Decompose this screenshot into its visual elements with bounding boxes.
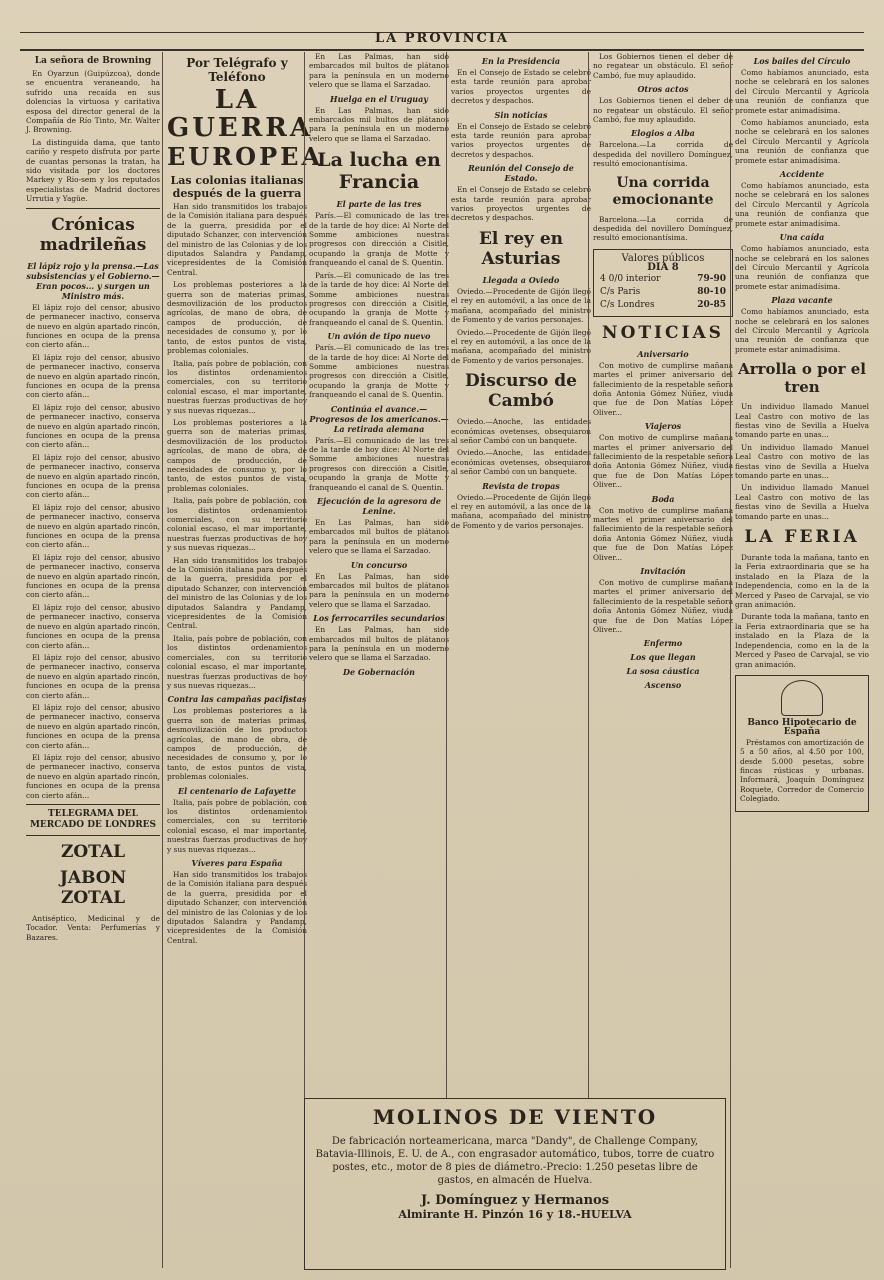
article-paragraph: Los Gobiernos tienen el deber de no regatear un obstáculo. El señor Cambó, fue muy aplaudido. xyxy=(593,96,733,125)
article-subtitle: Los ferrocarriles secundarios xyxy=(313,613,445,624)
article-subtitle: Los bailes del Círculo xyxy=(753,56,851,66)
article-paragraph: En el Consejo de Estado se celebró esta tarde reunión para aprobar varios proyectos urgentes de decretos y despachos. xyxy=(451,68,591,106)
section-header: Por Telégrafo y Teléfono xyxy=(186,56,288,84)
article-paragraph: Han sido transmitidos los trabajos de la Comisión italiana para después de la guerra, presidida por el diputado Schanzer, con intervención del ministro de las Colonias y de los diputados Salandra y Pandamp, vicepresidentes de la Comisión Central. xyxy=(167,555,307,631)
feria-title: LA FERIA xyxy=(744,527,860,548)
article-paragraph: La distinguida dama, que tanto cariño y respeto disfruta por parte de cuantas personas la tratan, ha sido visitada por los doctores Markey y Rio-sem y los reputados especialistas de Madrid doctores Urrutia y Yagüe. xyxy=(26,137,160,204)
values-row xyxy=(598,286,728,299)
article-paragraph: Oviedo.—Procedente de Gijón llegó el rey en automóvil, a las once de la mañana, acompañado del ministro de Fomento y de varios personajes. xyxy=(451,492,591,530)
article-paragraph: París.—El comunicado de las tres de la tarde de hoy dice: Al Norte del Somme ambiciones nuestras progresos con dirección a Cisitle, ocupando la granja de Motte y franqueando el canal de S. Quentin. xyxy=(309,270,449,327)
article-paragraph: Han sido transmitidos los trabajos de la Comisión italiana para después de la guerra, presidida por el diputado Schanzer, con intervención del ministro de las Colonias y de los diputados Salandra y Pandamp, vicepresidentes de la Comisión Central. xyxy=(167,202,307,277)
article-paragraph: Italia, país pobre de población, con los distintos ordenamientos comerciales, con su territorio colonial escaso, el mar importante, nuestras fuerzas productivas de hoy y sus nuevas riquezas... xyxy=(167,633,307,690)
divider xyxy=(26,208,160,209)
article-paragraph: Italia, país pobre de población, con los distintos ordenamientos comerciales, con su territorio colonial escaso, el mar importante, nuestras fuerzas productivas de hoy y sus nuevas riquezas... xyxy=(167,358,307,415)
article-subtitle: Revista de tropas xyxy=(482,480,560,491)
column-2 xyxy=(162,52,324,1268)
value-number: 20-85 xyxy=(697,299,726,310)
article-subtitle: Enfermo xyxy=(643,638,683,649)
article-subtitle: Continúa el avance.—Progresos de los americanos.—La retirada alemana xyxy=(309,403,449,434)
article-subtitle: Huelga en el Uruguay xyxy=(330,93,428,104)
article-paragraph: Un individuo llamado Manuel Leal Castro con motivo de las fiestas vino de Sevilla a Huelva tomando parte en unas... xyxy=(735,442,869,480)
article-paragraph: El lápiz rojo del censor, abusivo de permanecer inactivo, conserva de nuevo en algún apartado rincón, funciones en ocupa de la prensa con cierto afán... xyxy=(26,652,160,700)
ad-body: De fabricación norteamericana, marca "Dandy", de Challenge Company, Batavia-Illinois, E. U. de A., con engrasador automático, tubos, torre de cuatro postes, etc., motor de 8 pies de diámetro.-Precio: 1.250 pesetas libre de gastos, en almacén de Huelva. xyxy=(315,1136,715,1186)
article-paragraph: Barcelona.—La corrida de despedida del novillero Domínguez, resultó emocionantísima. xyxy=(593,214,733,243)
article-paragraph: Como habíamos anunciado, esta noche se celebrará en los salones del Círculo Mercantil y Agrícola una reunión de confianza que promete estar animadísima. xyxy=(735,68,869,115)
king-headline: El rey en Asturias xyxy=(478,228,564,269)
article-subtitle: Víveres para España xyxy=(191,858,283,868)
article-paragraph: El lápiz rojo del censor, abusivo de permanecer inactivo, conserva de nuevo en algún apartado rincón, funciones en ocupa de la prensa con cierto afán... xyxy=(26,552,160,600)
article-subtitle: Los que llegan xyxy=(630,652,696,663)
article-subtitle: Invitación xyxy=(640,566,686,576)
article-paragraph: Un individuo llamado Manuel Leal Castro con motivo de las fiestas vino de Sevilla a Huelva tomando parte en unas... xyxy=(735,402,869,440)
ad-address: Almirante H. Pinzón 16 y 18.-HUELVA xyxy=(398,1208,632,1221)
war-headline-2: EUROPEA xyxy=(167,142,324,171)
article-paragraph: Los problemas posteriores a la guerra son de materias primas, desmovilización de los productos agrícolas, de mano de obra, de campos de producción, de necesidades de consumo y, por lo tanto, de estos puntos de vista, problemas coloniales. xyxy=(167,706,307,782)
article-paragraph: París.—El comunicado de las tres de la tarde de hoy dice: Al Norte del Somme ambiciones nuestras progresos con dirección a Cisitle, ocupando la granja de Motte y franqueando el canal de S. Quentin. xyxy=(309,343,449,400)
article-paragraph: El lápiz rojo del censor, abusivo de permanecer inactivo, conserva de nuevo en algún apartado rincón, funciones en ocupa de la prensa con cierto afán... xyxy=(26,352,160,400)
ad-signature: J. Domínguez y Hermanos xyxy=(420,1193,610,1208)
values-title: Valores públicos xyxy=(621,252,705,264)
article-subtitle: De Gobernación xyxy=(343,666,415,677)
article-paragraph: Italia, país pobre de población, con los distintos ordenamientos comerciales, con su territorio colonial escaso, el mar importante, nuestras fuerzas productivas de hoy y sus nuevas riquezas... xyxy=(167,496,307,553)
public-values-box xyxy=(593,249,733,317)
article-subtitle: Ejecución de la agresora de Lenine. xyxy=(317,496,441,516)
article-paragraph: Los problemas posteriores a la guerra son de materias primas, desmovilización de los productos agrícolas, de mano de obra, de campos de producción, de necesidades de consumo y, por lo tanto, de estos puntos de vista, problemas coloniales. xyxy=(167,417,307,493)
article-title: La señora de Browning xyxy=(34,56,152,66)
article-paragraph: Como habíamos anunciado, esta noche se celebrará en los salones del Círculo Mercantil y Agrícola una reunión de confianza que promete estar animadísima. xyxy=(735,181,869,228)
article-paragraph: En el Consejo de Estado se celebró esta tarde reunión para aprobar varios proyectos urgentes de decretos y despachos. xyxy=(451,121,591,159)
values-row xyxy=(598,299,728,312)
article-paragraph: En Las Palmas, han sido embarcados mil bultos de plátanos para la península en un moderno velero que se llama el Sarzadao. xyxy=(309,625,449,663)
divider xyxy=(26,804,160,805)
article-paragraph: El lápiz rojo del censor, abusivo de permanecer inactivo, conserva de nuevo en algún apartado rincón, funciones en ocupa de la prensa con cierto afán... xyxy=(26,452,160,500)
article-paragraph: En Las Palmas, han sido embarcados mil bultos de plátanos para la península en un moderno velero que se llama el Sarzadao. xyxy=(309,571,449,609)
article-subtitle: Aniversario xyxy=(637,348,689,359)
column-1 xyxy=(26,52,160,1268)
article-paragraph: Oviedo.—Anoche, las entidades económicas ovetenses, obsequiaron al señor Cambó con un banquete. xyxy=(451,448,591,477)
article-paragraph: Como habíamos anunciado, esta noche se celebrará en los salones del Círculo Mercantil y Agrícola una reunión de confianza que promete estar animadísima. xyxy=(735,118,869,165)
bullfight-headline: Una corrida emocionante xyxy=(612,174,714,208)
telegram-title: TELEGRAMA DEL MERCADO DE LONDRES xyxy=(29,809,157,830)
article-paragraph: París.—El comunicado de las tres de la tarde de hoy dice: Al Norte del Somme ambiciones nuestras progresos con dirección a Cisitle, ocupando la granja de Motte y franqueando el canal de S. Quentin. xyxy=(309,435,449,492)
bank-text: Préstamos con amortización de 5 a 50 años, al 4.50 por 100, desde 5.000 pesetas, sobre fincas rústicas y urbanas. Informará, Joaquín Domínguez Roquete, Corredor de Comercio Colegiado. xyxy=(740,737,864,804)
zotal-text: Antiséptico, Medicinal y de Tocador. Venta: Perfumerías y Bazares. xyxy=(26,914,160,942)
article-paragraph: El lápiz rojo del censor, abusivo de permanecer inactivo, conserva de nuevo en algún apartado rincón, funciones en ocupa de la prensa con cierto afán... xyxy=(26,502,160,550)
zotal-title: ZOTAL xyxy=(60,842,126,862)
article-subtitle: Contra las campañas pacifistas xyxy=(167,694,307,705)
cambo-headline: Discurso de Cambó xyxy=(465,371,577,412)
bank-ad xyxy=(735,675,869,812)
article-subtitle: Sin noticias xyxy=(494,109,548,120)
masthead xyxy=(20,32,864,51)
article-subtitle: Elogios a Alba xyxy=(631,128,695,139)
article-paragraph: En Las Palmas, han sido embarcados mil bultos de plátanos para la península en un moderno velero que se llama el Sarzadao. xyxy=(309,105,449,143)
noticias-title: NOTICIAS xyxy=(602,322,724,343)
article-paragraph: Con motivo de cumplirse mañana martes el primer aniversario del fallecimiento de la respetable señora doña Antonia Gómez Núñez, viuda que fue de Don Matías López Oliver... xyxy=(593,578,733,635)
article-paragraph: Los problemas posteriores a la guerra son de materias primas, desmovilización de los productos agrícolas, de mano de obra, de campos de producción, de necesidades de consumo y, por lo tanto, de estos puntos de vista, problemas coloniales. xyxy=(167,280,307,356)
value-number: 80-10 xyxy=(697,286,726,297)
article-paragraph: Oviedo.—Procedente de Gijón llegó el rey en automóvil, a las once de la mañana, acompañado del ministro de Fomento y de varios personajes. xyxy=(451,327,591,365)
column-5 xyxy=(588,52,733,1268)
page-title: LA PROVINCIA xyxy=(375,31,509,46)
article-paragraph: Los Gobiernos tienen el deber de no regatear un obstáculo. El señor Cambó, fue muy aplaudido. xyxy=(593,52,733,80)
article-subtitle: Un concurso xyxy=(350,559,408,570)
article-subtitle: La sosa cáustica xyxy=(626,666,700,677)
value-label: C/s Londres xyxy=(600,299,655,310)
article-subtitle: Viajeros xyxy=(644,421,682,432)
column-6 xyxy=(730,52,869,1268)
article-paragraph: Oviedo.—Anoche, las entidades económicas ovetenses, obsequiaron al señor Cambó con un banquete. xyxy=(451,417,591,445)
france-headline: La lucha en Francia xyxy=(317,149,441,194)
article-subtitle: Un avión de tipo nuevo xyxy=(327,331,431,342)
article-subtitle: Accidente xyxy=(779,169,825,180)
article-paragraph: Con motivo de cumplirse mañana martes el primer aniversario del fallecimiento de la respetable señora doña Antonia Gómez Núñez, viuda que fue de Don Matías López Oliver... xyxy=(593,360,733,417)
section-title: Crónicas madrileñas xyxy=(39,214,147,255)
article-paragraph: En Las Palmas, han sido embarcados mil bultos de plátanos para la península en un moderno velero que se llama el Sarzadao. xyxy=(309,52,449,90)
values-day: DIA 8 xyxy=(647,262,679,274)
values-row xyxy=(598,273,728,286)
article-subtitle: Ascenso xyxy=(644,680,682,691)
article-paragraph: Durante toda la mañana, tanto en la Feria extraordinaria que se ha instalado en la Plaza de la Independencia, como en la de la Merced y Paseo de Carvajal, se vio gran animación. xyxy=(735,612,869,669)
article-paragraph: En el Consejo de Estado se celebró esta tarde reunión para aprobar varios proyectos urgentes de decretos y despachos. xyxy=(451,185,591,223)
article-subtitle: Llegada a Oviedo xyxy=(482,274,560,285)
article-paragraph: El lápiz rojo del censor, abusivo de permanecer inactivo, conserva de nuevo en algún apartado rincón, funciones en ocupa de la prensa con cierto afán... xyxy=(26,602,160,650)
windmill-ad xyxy=(304,1098,726,1270)
column-3 xyxy=(304,52,449,1268)
article-paragraph: Han sido transmitidos los trabajos de la Comisión italiana para después de la guerra, presidida por el diputado Schanzer, con intervención del ministro de las Colonias y de los diputados Salandra y Pandamp, vicepresidentes de la Comisión Central. xyxy=(167,870,307,945)
value-label: 4 0/0 interior xyxy=(600,273,661,284)
article-subtitle: En la Presidencia xyxy=(481,56,561,66)
article-paragraph: El lápiz rojo del censor, abusivo de permanecer inactivo, conserva de nuevo en algún apartado rincón, funciones en ocupa de la prensa con cierto afán... xyxy=(26,402,160,450)
article-paragraph: El lápiz rojo del censor, abusivo de permanecer inactivo, conserva de nuevo en algún apartado rincón, funciones en ocupa de la prensa con cierto afán... xyxy=(26,702,160,750)
article-paragraph: Como habíamos anunciado, esta noche se celebrará en los salones del Círculo Mercantil y Agrícola una reunión de confianza que promete estar animadísima. xyxy=(735,244,869,291)
article-title: Las colonias italianas después de la guerra xyxy=(170,174,304,200)
article-paragraph: El lápiz rojo del censor, abusivo de permanecer inactivo, conserva de nuevo en algún apartado rincón, funciones en ocupa de la prensa con cierto afán... xyxy=(26,302,160,350)
article-paragraph: Como habíamos anunciado, esta noche se celebrará en los salones del Círculo Mercantil y Agrícola una reunión de confianza que promete estar animadísima. xyxy=(735,307,869,354)
bank-title: Banco Hipotecario de España xyxy=(747,717,857,738)
article-subtitle: Plaza vacante xyxy=(771,295,833,306)
article-paragraph: El lápiz rojo del censor, abusivo de permanecer inactivo, conserva de nuevo en algún apartado rincón, funciones en ocupa de la prensa con cierto afán... xyxy=(26,752,160,800)
article-paragraph: Un individuo llamado Manuel Leal Castro con motivo de las fiestas vino de Sevilla a Huelva tomando parte en unas... xyxy=(735,483,869,521)
train-headline: Arrolla o por el tren xyxy=(738,360,866,397)
bank-emblem-icon xyxy=(781,680,823,716)
article-subtitle: Reunión del Consejo de Estado. xyxy=(468,163,574,184)
article-subtitle: El lápiz rojo y la prensa.—Las subsistencias y el Gobierno.—Eran pocos... y surgen un Ministro más. xyxy=(26,260,160,301)
article-subtitle: Boda xyxy=(651,493,675,504)
article-paragraph: Oviedo.—Procedente de Gijón llegó el rey en automóvil, a las once de la mañana, acompañado del ministro de Fomento y de varios personajes. xyxy=(451,286,591,325)
ad-title: MOLINOS DE VIENTO xyxy=(372,1105,658,1129)
article-subtitle: El parte de las tres xyxy=(336,199,422,210)
article-paragraph: En Las Palmas, han sido embarcados mil bultos de plátanos para la península en un moderno velero que se llama el Sarzadao. xyxy=(309,518,449,556)
article-paragraph: Durante toda la mañana, tanto en la Feria extraordinaria que se ha instalado en la Plaza de la Independencia, como en la de la Merced y Paseo de Carvajal, se vio gran animación. xyxy=(735,553,869,610)
article-paragraph: Barcelona.—La corrida de despedida del novillero Domínguez, resultó emocionantísima. xyxy=(593,140,733,169)
column-4 xyxy=(446,52,591,1268)
article-paragraph: Con motivo de cumplirse mañana martes el primer aniversario del fallecimiento de la respetable señora doña Antonia Gómez Núñez, viuda que fue de Don Matías López Oliver... xyxy=(593,433,733,490)
value-number: 79-90 xyxy=(697,273,726,284)
zotal-soap-title: JABON ZOTAL xyxy=(59,868,127,908)
article-paragraph: París.—El comunicado de las tres de la tarde de hoy dice: Al Norte del Somme ambiciones nuestras progresos con dirección a Cisitle, ocupando la granja de Motte y franqueando el canal de S. Quentin. xyxy=(309,211,449,268)
article-subtitle: El centenario de Lafayette xyxy=(178,785,296,796)
value-label: C/s Paris xyxy=(600,286,641,297)
article-paragraph: En Oyarzun (Guipúzcoa), donde se encuentra veraneando, ha sufrido una recaída en sus dolencias la virtuosa y caritativa esposa del director general de la Compañía de Río Tinto, Mr. Walter J. Browning. xyxy=(26,69,160,135)
article-paragraph: Con motivo de cumplirse mañana martes el primer aniversario del fallecimiento de la respetable señora doña Antonia Gómez Núñez, viuda que fue de Don Matías López Oliver... xyxy=(593,505,733,562)
divider xyxy=(26,835,160,836)
war-headline-1: LA GUERRA xyxy=(167,85,314,143)
values-table xyxy=(598,273,728,312)
article-subtitle: Otros actos xyxy=(637,84,689,95)
article-paragraph: Italia, país pobre de población, con los distintos ordenamientos comerciales, con su territorio colonial escaso, el mar importante, nuestras fuerzas productivas de hoy y sus nuevas riquezas... xyxy=(167,797,307,854)
article-subtitle: Una caída xyxy=(779,232,825,243)
